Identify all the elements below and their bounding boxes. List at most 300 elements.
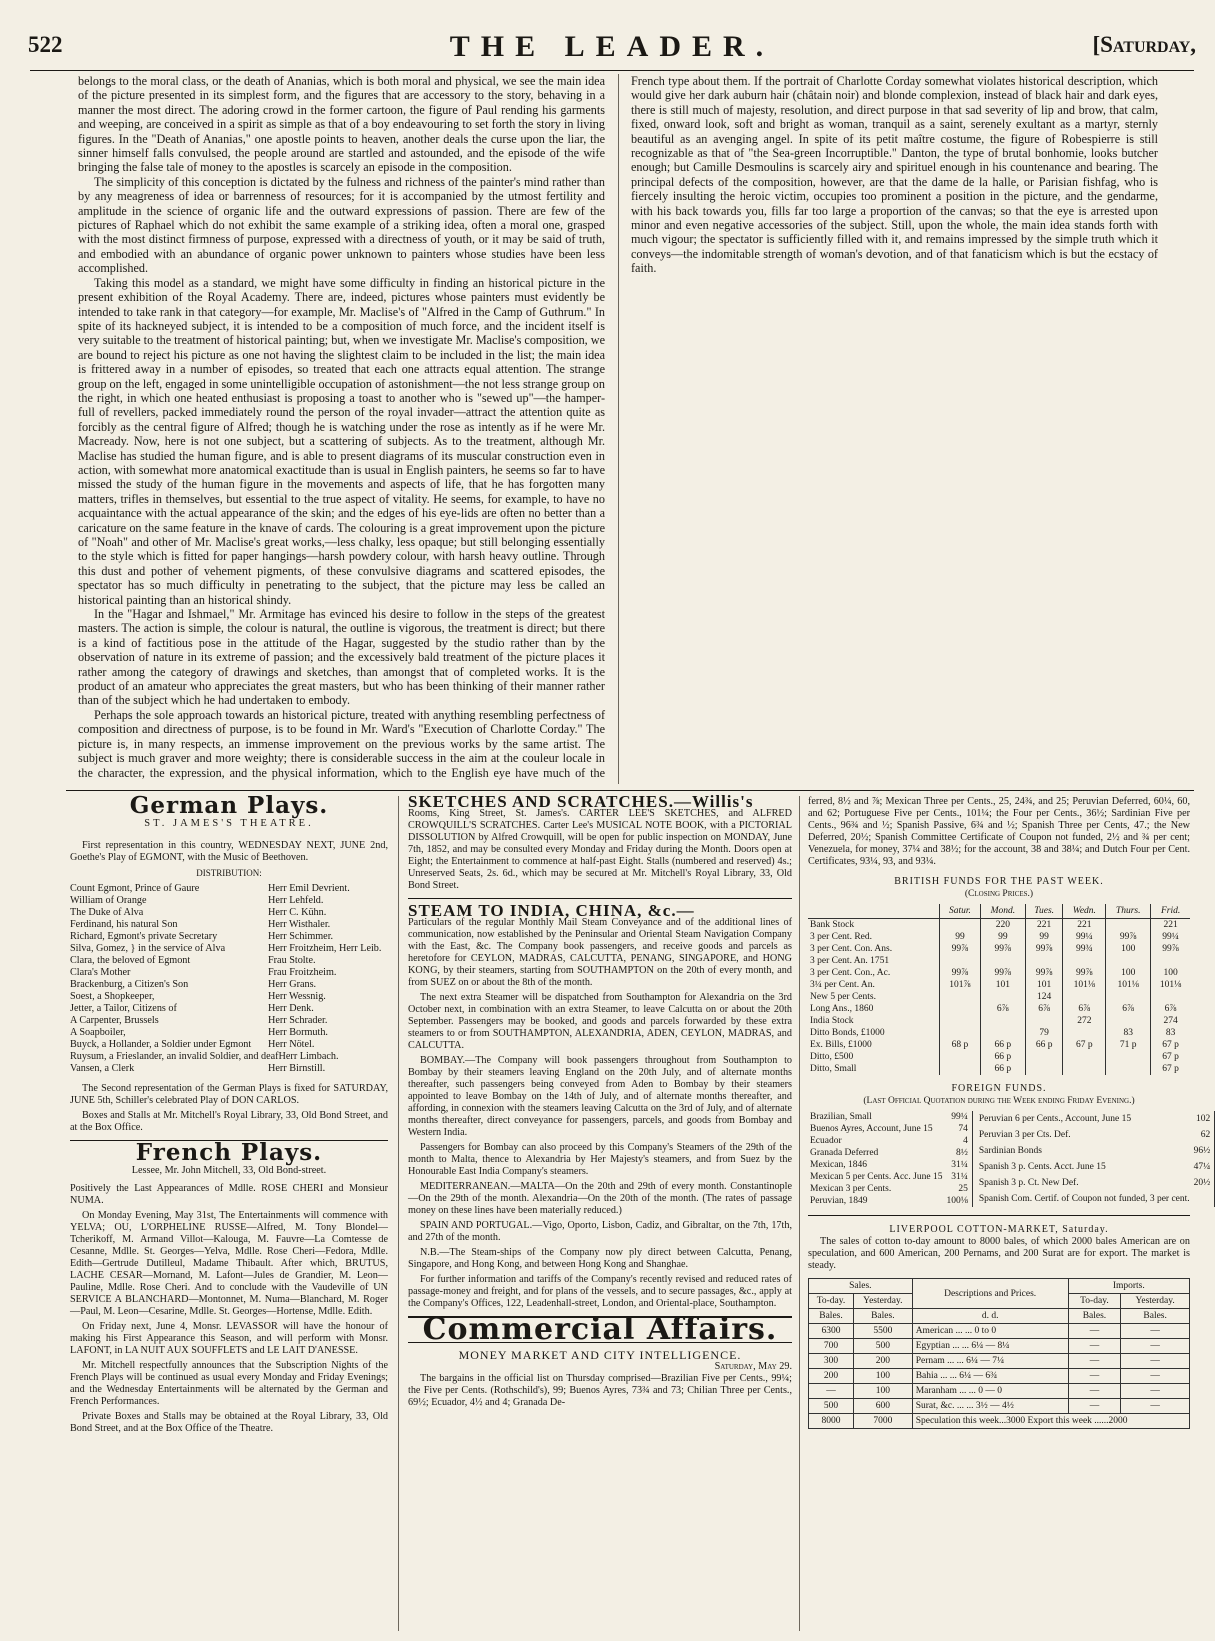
steam-paragraph: Passengers for Bombay can also proceed by this Company's Steamers of the 29th of the month to Malta, thence to Alexandria by Her Majesty's steamers, and from Suez by the Honourable East India Company's steamers.: [408, 1142, 792, 1177]
fund-price: [980, 991, 1025, 1003]
fund-price: [940, 1027, 981, 1039]
funds-row: [808, 943, 1190, 955]
foreign-fund-price: 25: [944, 1183, 972, 1195]
page-number: 522: [28, 32, 63, 57]
fund-price: [940, 1063, 981, 1075]
fund-price: [1106, 1063, 1151, 1075]
fund-name: 3 per Cent. Red.: [810, 932, 873, 942]
cotton-cell: —: [1068, 1339, 1121, 1354]
fund-name: Bank Stock: [810, 920, 855, 930]
fund-name: Ditto, £500: [810, 1052, 854, 1062]
cotton-row: [809, 1369, 1190, 1384]
cast-row: [70, 931, 388, 943]
cotton-cell: 6300: [809, 1324, 854, 1339]
fund-name: India Stock: [810, 1016, 854, 1026]
cast-actor: Herr Schimmer.: [268, 931, 334, 942]
essay-paragraph: Taking this model as a standard, we might have some difficulty in finding an historical picture in the present exhibition of the Royal Academy. There are, indeed, pictures whose painters must evidently be intended to take rank in that category—for example, Mr. Maclise's of "Alfred in the Camp of Guthrum." In spite of its hackneyed subject, it is intended to be a composition of much force, and the incident itself is very suitable to the treatment of historical painting; but, when we investigate Mr. Maclise's composition, we are bound to reject his picture as one not having the slightest claim to be included in the list; the main idea is frittered away in a number of episodes, so treated that each one attracts equal attention. The strange group on the left, engaged in some unintelligible occupation of astonishment—the not less strange group on the right, in which one heated enthusiast is proposing a toast to another who is "sewed up"—the hamper-full of revellers, packed immediately round the person of the royal invader—attract the attention quite as forcibly as the central figure of Alfred; though he is watching under the rose as intently as if he were Mr. Macready. Now, here is not one subject, but a scattering of subjects. As to the treatment, although Mr. Maclise has studied the human figure, and is able to present diagrams of its muscular construction even in action, with somewhat more anatomical exactitude than is usual in English painters, he seems so far to have missed the study of the human figure in the movements and aspects of life, that he has forgotten many matters, trifles in themselves, but essential to the true aspect of vitality. He seems, for example, to have no acquaintance with the actual appearance of the skin; and the edges of his eye-lids are often no better than a caricature on the same feature in the knave of cards. The colouring is a great improvement upon the picture of "Noah" and other of Mr. Maclise's great works,—less chalky, less opaque; but still belonging essentially to the style which is fitted for paper hangings—harsh powdery colour, with harsh heavy outline. Through this dust and pother of vehement pigments, of these convulsive diagrams and scattered episodes, the spectator has so much difficulty in penetrating to the subject, that the picture may less be called an historical painting than an historical shindy.: [78, 275, 605, 607]
fund-price: [940, 1015, 981, 1027]
fund-price: [1063, 1027, 1106, 1039]
fund-price: 99⅞: [1025, 943, 1063, 955]
foreign-funds-subtitle: (Last Official Quotation during the Week ending Friday Evening.): [863, 1096, 1135, 1106]
fund-price: [1025, 1015, 1063, 1027]
cast-row: [70, 1063, 388, 1075]
fund-price: [1063, 991, 1106, 1003]
theatre-name: ST. JAMES'S THEATRE.: [144, 818, 314, 829]
distribution-label: DISTRIBUTION:: [196, 868, 262, 878]
fund-price: [1106, 991, 1151, 1003]
fund-price: [940, 1003, 981, 1015]
market-date: Saturday, May 29.: [714, 1361, 792, 1372]
fund-price: 101: [1025, 979, 1063, 991]
fund-price: 66 p: [980, 1039, 1025, 1051]
british-funds-title: BRITISH FUNDS FOR THE PAST WEEK.: [894, 876, 1104, 887]
sketches-heading: SKETCHES AND SCRATCHES.—Willis's: [408, 792, 754, 811]
funds-column-header: Mond.: [980, 904, 1025, 919]
fund-price: [1025, 1063, 1063, 1075]
fund-price: 6⅞: [1063, 1003, 1106, 1015]
cotton-cell: 500: [809, 1399, 854, 1414]
total-yesterday: 7000: [854, 1414, 913, 1429]
cast-actor: Frau Froitzheim.: [268, 967, 337, 978]
fund-price: 6⅞: [1106, 1003, 1151, 1015]
fund-name: Ex. Bills, £1000: [810, 1040, 872, 1050]
funds-column-header: Satur.: [940, 904, 981, 919]
cast-actor: Herr Grans.: [268, 979, 317, 990]
cast-role: Soest, a Shopkeeper,: [70, 991, 155, 1002]
unit-cell: Bales.: [1121, 1309, 1190, 1324]
cotton-cell: Bahia ... ... 6¼ — 6¾: [912, 1369, 1068, 1384]
fund-price: 99⅞: [980, 967, 1025, 979]
german-plays-heading: German Plays.: [129, 792, 329, 819]
art-criticism-essay: [78, 74, 1158, 784]
cast-row: [70, 1003, 388, 1015]
fund-price: 66 p: [980, 1063, 1025, 1075]
foreign-fund-price: 20½: [1192, 1175, 1215, 1191]
foreign-fund-price: 31¼: [944, 1159, 972, 1171]
foreign-fund-row: [808, 1111, 972, 1123]
lessee-line: Lessee, Mr. John Mitchell, 33, Old Bond-street.: [131, 1165, 327, 1176]
cast-row: [70, 895, 388, 907]
unit-cell: d. d.: [912, 1309, 1068, 1324]
cast-role: Brackenburg, a Citizen's Son: [70, 979, 189, 990]
cotton-cell: —: [1121, 1324, 1190, 1339]
steam-paragraph: MEDITERRANEAN.—MALTA—On the 20th and 29th of every month. Constantinople—On the 29th of the month. Alexandria—On the 20th of the month. (The rates of passage money on these lines have been materially reduced.): [408, 1181, 792, 1216]
fund-price: 99: [980, 931, 1025, 943]
foreign-fund-name: Spanish 3 p. Cents. Acct. June 15: [978, 1162, 1106, 1172]
funds-row: [808, 1063, 1190, 1075]
fund-price: [980, 1015, 1025, 1027]
monday-programme: On Monday Evening, May 31st, The Entertainments will commence with YELVA; OU, L'ORPHELINE RUSSE—Alfred, M. Tony Blondel—Tcherikoff, M. Armand Villot—Kalouga, M. Fauvre—La Comtesse de Cesanne, Mdlle. St. Georges—Yelva, Mdlle. Rose Cheri—Fedora, Mdlle. Edith—Gertrude Dutilleul, Madame Thibault. After which, BRUTUS, LACHE CESAR—Mornand, M. Lafont—Jules de Grandier, M. Leon—Pauline, Mdlle. Rose Cheri. And to conclude with the Vaudeville of UN SERVICE A BLANCHARD—Montonnet, M. Numa—Blanchard, M. Roger—Paul, M. Leon—Cesarine, Mdlle. St. Georges—Hortense, Mdlle. Edith.: [70, 1210, 388, 1317]
cotton-cell: Surat, &c. ... ... 3½ — 4½: [912, 1399, 1068, 1414]
fund-price: [1106, 1051, 1151, 1063]
cast-actor: Herr Schrader.: [268, 1015, 328, 1026]
fund-price: [1151, 955, 1190, 967]
funds-row: [808, 991, 1190, 1003]
column-divider: [799, 796, 800, 1631]
funds-row: [808, 979, 1190, 991]
steam-paragraph: SPAIN AND PORTUGAL.—Vigo, Oporto, Lisbon, Cadiz, and Gibraltar, on the 7th, 17th, and 27th of the month.: [408, 1220, 792, 1243]
private-boxes-notice: Private Boxes and Stalls may be obtained at the Royal Library, 33, Old Bond Street, and at the Box Office of the Theatre.: [70, 1411, 388, 1434]
foreign-fund-price: 74: [944, 1123, 972, 1135]
fund-price: 99: [1025, 931, 1063, 943]
divider: [808, 1215, 1190, 1216]
cast-row: [70, 919, 388, 931]
cast-row: [70, 1051, 388, 1063]
cast-role: Clara, the beloved of Egmont: [70, 955, 191, 966]
cast-role: Count Egmont, Prince of Gaure: [70, 883, 200, 894]
fund-price: 68 p: [940, 1039, 981, 1051]
cotton-cell: —: [1121, 1384, 1190, 1399]
steam-paragraph: BOMBAY.—The Company will book passengers throughout from Southampton to Bombay by their steamers leaving England on the 20th July, and of alternate months thereafter, such passengers being conveyed from Aden to Bombay by their steamers appointed to leave Bombay on the 14th of July, and of alternate months thereafter, and affording, in connexion with the steamers leaving Calcutta on the 3rd of July, and of alternate months thereafter, direct conveyance for passengers, parcels, and goods from Bombay and Western India.: [408, 1055, 792, 1138]
units-row: [809, 1309, 1190, 1324]
foreign-fund-name: Sardinian Bonds: [978, 1146, 1042, 1156]
funds-column: [808, 796, 1211, 1631]
cast-row: [70, 955, 388, 967]
issue-day: [Saturday,: [1092, 32, 1196, 57]
fund-name: 3 per Cent. Con., Ac.: [810, 968, 891, 978]
foreign-fund-price: [1192, 1191, 1215, 1207]
unit-cell: Bales.: [809, 1309, 854, 1324]
fund-price: 83: [1151, 1027, 1190, 1039]
foreign-fund-row: [808, 1183, 972, 1195]
foreign-fund-price: 100⅛: [944, 1195, 972, 1207]
funds-row: [808, 1003, 1190, 1015]
fund-price: 83: [1106, 1027, 1151, 1039]
funds-row: [808, 919, 1190, 932]
fund-price: 272: [1063, 1015, 1106, 1027]
fund-price: [940, 955, 981, 967]
subscription-notice: Mr. Mitchell respectfully announces that the Subscription Nights of the French Plays will be continued as usual every Monday and Friday Evenings; and the Wednesday Entertainments will be alternated by the German and French Performances.: [70, 1360, 388, 1407]
cast-actor: Herr Bormuth.: [268, 1027, 328, 1038]
sketches-body: Rooms, King Street, St. James's. CARTER LEE'S SKETCHES, and ALFRED CROWQUILL'S SCRATCHES. Carter Lee's MUSICAL NOTE BOOK, with a PICTORIAL DISSOLUTION by Alfred Crowquill, will be open for public inspection on MONDAY, June 7th, 1852, and may be consulted every Monday and Friday during the Month. Doors open at Eight; the Entertainment to commence at half-past Eight. Stalls (numbered and reserved) 4s.; Unreserved Seats, 2s. 6d., which may be secured at Mr. Mitchell's Royal Library, 33, Old Bond Street.: [408, 808, 792, 891]
fund-name: 3 per Cent. An. 1751: [810, 956, 890, 966]
cast-actor: Herr Wessnig.: [268, 991, 326, 1002]
foreign-fund-row: [808, 1171, 972, 1183]
speculation-note: Speculation this week...3000 Export this week ......2000: [912, 1414, 1189, 1429]
cotton-cell: —: [1068, 1369, 1121, 1384]
cast-role: Vansen, a Clerk: [70, 1063, 135, 1074]
foreign-fund-price: 96½: [1192, 1143, 1215, 1159]
cotton-cell: —: [809, 1384, 854, 1399]
funds-row: [808, 1027, 1190, 1039]
fund-price: 101⅛: [1151, 979, 1190, 991]
foreign-fund-price: 62: [1192, 1127, 1215, 1143]
fund-price: 6⅞: [1025, 1003, 1063, 1015]
foreign-fund-name: Peruvian 3 per Cts. Def.: [978, 1130, 1071, 1140]
essay-paragraph: The simplicity of this conception is dictated by the fulness and richness of the painter's mind rather than by any meagreness of idea or barrenness of resources; for it is accompanied by the utmost fertility and amplitude in the science of organic life and the outward expressions of passion. There are few of the pictures of Raphael which do not exhibit the same example of a striking idea, often a moral one, grasped with the most distinct firmness of purpose, expressed with a directness of youth, or it may be said of truth, and embodied with an abundance of organic power unknown to painters whose studies have been less accomplished.: [78, 174, 605, 276]
cotton-cell: —: [1068, 1384, 1121, 1399]
cotton-cell: —: [1068, 1354, 1121, 1369]
sales-header: Sales.: [809, 1279, 913, 1294]
cast-actor: Herr Wisthaler.: [268, 919, 331, 930]
cotton-totals-row: [809, 1414, 1190, 1429]
fund-price: 71 p: [1106, 1039, 1151, 1051]
cast-row: [70, 1039, 388, 1051]
cast-actor: Herr Nötel.: [268, 1039, 315, 1050]
fund-price: 221: [1025, 919, 1063, 932]
cast-row: [70, 1015, 388, 1027]
foreign-funds-table: [808, 1111, 1211, 1207]
cast-row: [70, 991, 388, 1003]
funds-continuation: ferred, 8½ and ⅞; Mexican Three per Cents., 25, 24¾, and 25; Peruvian Deferred, 60¼, 60, and 62; Portuguese Five per Cents., 101¼; the Four per Cents., 36½; Sardinian Five per Cents., 96¾ and ½; Spanish Passive, 6¾ and ½; Spanish Three per Cents, 47.; the New Deferred, 20½; Spanish Committee Certificate of Coupon not funded, 2½ and ¾ per cent; Venezuela, for money, 37¼ and 38½; for the account, 38 and 38¼; and Dutch Four per Cent. Certificates, 93¼, 93, and 93¼.: [808, 796, 1190, 867]
money-market-body: The bargains in the official list on Thursday comprised—Brazilian Five per Cents., 99¼; the Five per Cents. (Rothschild's), 99; Buenos Ayres, 73¾ and 73; Chilian Three per Cents., 69½; Ecuador, 4½ and 4; Granada De-: [408, 1373, 792, 1408]
fund-price: 6⅞: [1151, 1003, 1190, 1015]
yesterday-header: Yesterday.: [1121, 1294, 1190, 1309]
fund-price: 99⅞: [940, 943, 981, 955]
cotton-cell: 100: [854, 1384, 913, 1399]
fund-price: [940, 919, 981, 932]
imports-header: Imports.: [1068, 1279, 1189, 1294]
foreign-fund-name: Buenos Ayres, Account, June 15: [810, 1124, 933, 1134]
cotton-cell: Maranham ... ... 0 — 0: [912, 1384, 1068, 1399]
steam-paragraph: The next extra Steamer will be dispatched from Southampton for Alexandria on the 3rd October next, in combination with an extra Steamer, to leave Calcutta on or about the 20th September. Passengers may be booked, and goods and parcels forwarded by these extra steamers to or from SOUTHAMPTON, ALEXANDRIA, ADEN, CEYLON, MADRAS, and CALCUTTA.: [408, 992, 792, 1051]
fund-price: 99¾: [1063, 943, 1106, 955]
foreign-fund-row: [808, 1195, 972, 1207]
fund-name: Ditto Bonds, £1000: [810, 1028, 885, 1038]
funds-column-header: [808, 904, 940, 919]
fund-price: 99⅞: [1025, 967, 1063, 979]
cast-role: The Duke of Alva: [70, 907, 144, 918]
unit-cell: Bales.: [854, 1309, 913, 1324]
french-plays-heading: French Plays.: [135, 1139, 323, 1166]
cotton-cell: 200: [854, 1354, 913, 1369]
foreign-funds-title: FOREIGN FUNDS.: [951, 1083, 1047, 1094]
foreign-fund-price: 8½: [944, 1147, 972, 1159]
fund-price: 100: [1106, 967, 1151, 979]
fund-price: 220: [980, 919, 1025, 932]
foreign-fund-name: Peruvian 6 per Cents., Account, June 15: [978, 1114, 1132, 1124]
foreign-fund-name: Peruvian, 1849: [810, 1196, 868, 1206]
fund-name: Long Ans., 1860: [810, 1004, 874, 1014]
fund-price: 99⅞: [940, 967, 981, 979]
foreign-fund-name: Mexican 5 per Cents. Acc. June 15: [810, 1172, 943, 1182]
cotton-cell: —: [1121, 1369, 1190, 1384]
liverpool-title: LIVERPOOL COTTON-MARKET, Saturday.: [889, 1224, 1109, 1235]
steam-paragraph: For further information and tariffs of the Company's recently revised and reduced rates of passage-money and freight, and for plans of the vessels, and to secure passages, &c., apply at the Company's Offices, 122, Leadenhall-street, London, and Oriental-place, Southampton.: [408, 1274, 792, 1309]
commercial-affairs-heading: Commercial Affairs.: [422, 1312, 778, 1347]
funds-row: [808, 931, 1190, 943]
foreign-fund-row: [977, 1175, 1215, 1191]
cotton-cell: —: [1121, 1399, 1190, 1414]
column-divider: [398, 796, 399, 1631]
section-rule: [66, 790, 1194, 791]
fund-price: 67 p: [1063, 1039, 1106, 1051]
second-representation: The Second representation of the German Plays is fixed for SATURDAY, JUNE 5th, Schiller's celebrated Play of DON CARLOS.: [70, 1083, 388, 1106]
fund-price: 274: [1151, 1015, 1190, 1027]
fund-price: 101⅞: [940, 979, 981, 991]
fund-price: 6⅞: [980, 1003, 1025, 1015]
foreign-fund-row: [977, 1191, 1215, 1207]
fund-price: [1106, 919, 1151, 932]
fund-price: 66 p: [980, 1051, 1025, 1063]
cotton-cell: American ... ... 0 to 0: [912, 1324, 1068, 1339]
cotton-cell: —: [1068, 1399, 1121, 1414]
cast-actor: Herr C. Kühn.: [268, 907, 327, 918]
cast-role: A Carpenter, Brussels: [70, 1015, 159, 1026]
foreign-fund-price: 47¼: [1192, 1159, 1215, 1175]
fund-price: 67 p: [1151, 1063, 1190, 1075]
steam-paragraph: N.B.—The Steam-ships of the Company now ply direct between Calcutta, Penang, Singapore, and Hong Kong, and between Hong Kong and Shanghae.: [408, 1247, 792, 1270]
fund-price: [1106, 955, 1151, 967]
foreign-fund-row: [808, 1135, 972, 1147]
foreign-fund-price: 102: [1192, 1111, 1215, 1127]
cotton-cell: 100: [854, 1369, 913, 1384]
cotton-cell: 200: [809, 1369, 854, 1384]
yesterday-header: Yesterday.: [854, 1294, 913, 1309]
cotton-row: [809, 1384, 1190, 1399]
newspaper-title: THE LEADER.: [449, 30, 775, 63]
cotton-cell: —: [1121, 1339, 1190, 1354]
cast-actor: Herr Limbach.: [278, 1051, 339, 1062]
fund-price: 99: [940, 931, 981, 943]
friday-programme: On Friday next, June 4, Monsr. LEVASSOR will have the honour of making his First Appearance this Season, and will perform with Monsr. LAFONT, in LA NUIT AUX SOUFFLETS and LE LAIT D'ANESSE.: [70, 1321, 388, 1356]
masthead: [28, 30, 1196, 70]
cast-role: Richard, Egmont's private Secretary: [70, 931, 218, 942]
funds-row: [808, 967, 1190, 979]
cotton-row: [809, 1399, 1190, 1414]
cast-actor: Herr Emil Devrient.: [268, 883, 350, 894]
masthead-rule: [30, 70, 1194, 71]
cast-actor: Herr Froitzheim, Herr Leib.: [268, 943, 382, 954]
cast-role: Silva, Gomez, } in the service of Alva: [70, 943, 226, 954]
cotton-cell: Pernam ... ... 6¼ — 7¼: [912, 1354, 1068, 1369]
fund-price: 99⅞: [980, 943, 1025, 955]
unit-cell: Bales.: [1068, 1309, 1121, 1324]
cotton-row: [809, 1324, 1190, 1339]
fund-price: 99¼: [1151, 931, 1190, 943]
british-funds-subtitle: (Closing Prices.): [964, 889, 1034, 899]
cast-actor: Herr Denk.: [268, 1003, 314, 1014]
cotton-cell: 700: [809, 1339, 854, 1354]
foreign-fund-name: Spanish Com. Certif. of Coupon not funded, 3 per cent.: [978, 1194, 1190, 1204]
divider: [408, 898, 792, 899]
cast-role: Clara's Mother: [70, 967, 131, 978]
fund-price: 99⅞: [1063, 967, 1106, 979]
foreign-fund-row: [808, 1159, 972, 1171]
funds-column-header: Thurs.: [1106, 904, 1151, 919]
foreign-fund-price: 31¼: [944, 1171, 972, 1183]
cast-list: [70, 883, 388, 1075]
fund-price: 99⅞: [1151, 943, 1190, 955]
fund-price: 100: [1106, 943, 1151, 955]
cast-row: [70, 1027, 388, 1039]
total-today: 8000: [809, 1414, 854, 1429]
cast-row: [70, 979, 388, 991]
fund-price: 100: [1151, 967, 1190, 979]
foreign-fund-name: Granada Deferred: [810, 1148, 879, 1158]
fund-price: [1025, 1051, 1063, 1063]
fund-price: 101⅛: [1063, 979, 1106, 991]
fund-price: 101⅛: [1106, 979, 1151, 991]
cotton-table: [808, 1278, 1190, 1429]
money-market-heading: MONEY MARKET AND CITY INTELLIGENCE.: [458, 1348, 742, 1362]
cotton-cell: 5500: [854, 1324, 913, 1339]
descriptions-header: Descriptions and Prices.: [912, 1279, 1068, 1309]
fund-price: 221: [1063, 919, 1106, 932]
fund-price: 79: [1025, 1027, 1063, 1039]
foreign-fund-name: Brazilian, Small: [810, 1112, 872, 1122]
fund-price: [1106, 1015, 1151, 1027]
fund-price: 101: [980, 979, 1025, 991]
last-appearances: Positively the Last Appearances of Mdlle. ROSE CHERI and Monsieur NUMA.: [70, 1183, 388, 1206]
fund-name: 3 per Cent. Con. Ans.: [810, 944, 893, 954]
foreign-fund-row: [808, 1147, 972, 1159]
fund-price: [1063, 955, 1106, 967]
fund-price: 67 p: [1151, 1039, 1190, 1051]
cast-row: [70, 883, 388, 895]
foreign-fund-price: 99¼: [944, 1111, 972, 1123]
box-office-note: Boxes and Stalls at Mr. Mitchell's Royal Library, 33, Old Bond Street, and at the Box Office.: [70, 1110, 388, 1133]
fund-price: [980, 1027, 1025, 1039]
cast-role: Ruysum, a Frieslander, an invalid Soldier, and deaf: [70, 1051, 279, 1062]
egmont-intro: First representation in this country, WEDNESDAY NEXT, JUNE 2nd, Goethe's Play of EGMONT, with the Music of Beethoven.: [70, 840, 388, 863]
cast-actor: Frau Stolte.: [268, 955, 316, 966]
cast-role: Jetter, a Tailor, Citizens of: [70, 1003, 177, 1014]
british-funds-table: [808, 904, 1190, 1075]
fund-name: Ditto, Small: [810, 1064, 857, 1074]
foreign-fund-name: Ecuador: [810, 1136, 842, 1146]
theatre-column: [70, 792, 388, 1631]
funds-column-header: Frid.: [1151, 904, 1190, 919]
fund-price: [1063, 1063, 1106, 1075]
cast-actor: Herr Lehfeld.: [268, 895, 324, 906]
foreign-fund-name: Spanish 3 p. Ct. New Def.: [978, 1178, 1079, 1188]
cast-actor: Herr Birnstill.: [268, 1063, 326, 1074]
fund-price: 66 p: [1025, 1039, 1063, 1051]
foreign-fund-name: Mexican 3 per Cents.: [810, 1184, 892, 1194]
fund-name: New 5 per Cents.: [810, 992, 876, 1002]
cotton-cell: 500: [854, 1339, 913, 1354]
essay-paragraph: belongs to the moral class, or the death of Ananias, which is both moral and physical, we see the main idea of the picture presented in its simplest form, and the figures that are accessory to the story, behaving in a manner the most direct. The adoring crowd in the former cartoon, the figure of Paul rending his garments and weeping, are conceived in a spirit as simple as that of a boy endeavouring to set forth the story in living figures. In the "Death of Ananias," one apostle points to heaven, another deals the curse upon the liar, the sinner himself falls convulsed, the people around are startled and astounded, and the episode of the wife bringing the false tale of money to the apostles is scarcely an episode in the composition.: [78, 74, 605, 175]
cast-role: Buyck, a Hollander, a Soldier under Egmont: [70, 1039, 252, 1050]
steam-heading: STEAM TO INDIA, CHINA, &c.—: [408, 901, 695, 920]
foreign-fund-row: [977, 1159, 1215, 1175]
cotton-cell: 600: [854, 1399, 913, 1414]
today-header: To-day.: [1068, 1294, 1121, 1309]
cotton-cell: 300: [809, 1354, 854, 1369]
fund-price: [1063, 1051, 1106, 1063]
funds-row: [808, 955, 1190, 967]
essay-paragraph: In the "Hagar and Ishmael," Mr. Armitage has evinced his desire to follow in the steps of the greatest masters. The action is simple, the colour is natural, the outline is vigorous, the treatment is direct; but there is a kind of factitious pose in the attitude of the Hagar, suggested by the studio rather than by the observation of nature in its extreme of passion; and the excessively bald treatment of the picture places it rather among the category of drawings and sketches, than amongst that of completed works. It is the product of an amateur who appreciates the great masters, but who has been thinking of their manner rather than of the subject which he had undertaken to embody.: [78, 607, 605, 708]
cast-row: [70, 967, 388, 979]
fund-price: [1025, 955, 1063, 967]
fund-name: 3¼ per Cent. An.: [810, 980, 875, 990]
foreign-fund-row: [977, 1111, 1215, 1127]
cast-row: [70, 943, 388, 955]
foreign-fund-row: [977, 1127, 1215, 1143]
fund-price: [980, 955, 1025, 967]
fund-price: 124: [1025, 991, 1063, 1003]
foreign-fund-row: [808, 1123, 972, 1135]
cotton-row: [809, 1339, 1190, 1354]
cast-role: A Soapboiler,: [70, 1027, 126, 1038]
fund-price: 99⅞: [1106, 931, 1151, 943]
cast-role: William of Orange: [70, 895, 147, 906]
cast-row: [70, 907, 388, 919]
fund-price: 221: [1151, 919, 1190, 932]
today-header: To-day.: [809, 1294, 854, 1309]
fund-price: [940, 991, 981, 1003]
fund-price: [1151, 991, 1190, 1003]
fund-price: 99¼: [1063, 931, 1106, 943]
fund-price: 67 p: [1151, 1051, 1190, 1063]
cast-role: Ferdinand, his natural Son: [70, 919, 178, 930]
funds-column-header: Tues.: [1025, 904, 1063, 919]
advertisements-column: [408, 792, 792, 1631]
cotton-cell: Egyptian ... ... 6¼ — 8¼: [912, 1339, 1068, 1354]
foreign-fund-price: 4: [944, 1135, 972, 1147]
funds-column-header: Wedn.: [1063, 904, 1106, 919]
